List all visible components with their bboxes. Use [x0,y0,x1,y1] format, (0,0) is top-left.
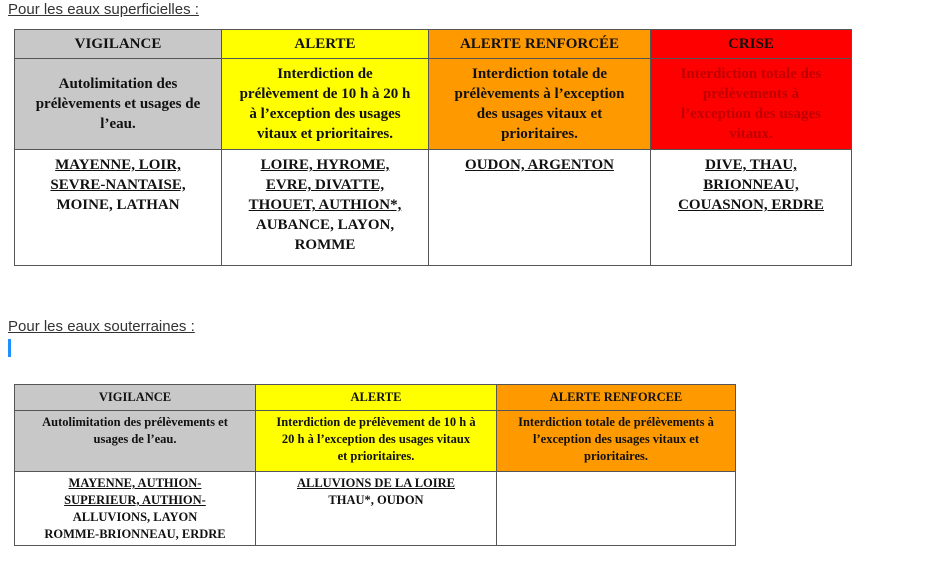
text-cursor [8,339,11,357]
ground-aquifers-row [15,472,736,546]
ground-desc-alerte: Interdiction de prélèvement de 10 h à 20 h à l’exception des usages vitaux et prioritaires. [256,411,497,472]
ground-aquifers-alerte-renforcee [497,472,736,546]
groundwater-table [14,384,736,546]
groundwater-caption: Pour les eaux souterraines : [8,318,195,335]
surface-rivers-crise: DIVE, THAU, BRIONNEAU, COUASNON, ERDRE [651,150,852,266]
surface-desc-crise: Interdiction totale des prélèvements à l’exception des usages vitaux. [651,59,852,150]
ground-desc-vigilance: Autolimitation des prélèvements et usages de l’eau. [15,411,256,472]
surface-rivers-alerte-renforcee: OUDON, ARGENTON [429,150,651,266]
ground-aquifers-alerte: ALLUVIONS DE LA LOIRE THAU*, OUDON [256,472,497,546]
surface-water-caption: Pour les eaux superficielles : [8,1,199,18]
surface-desc-alerte: Interdiction de prélèvement de 10 h à 20 h à l’exception des usages vitaux et prioritaires. [222,59,429,150]
surface-rivers-row [15,150,852,266]
surface-header-row [15,30,852,59]
ground-header-alerte: ALERTE [256,385,497,411]
surface-header-vigilance: VIGILANCE [15,30,222,59]
surface-desc-alerte-renforcee: Interdiction totale de prélèvements à l’exception des usages vitaux et prioritaires. [429,59,651,150]
surface-water-table [14,29,852,266]
surface-header-crise: CRISE [651,30,852,59]
surface-rivers-alerte: LOIRE, HYROME, EVRE, DIVATTE, THOUET, AUTHION*, AUBANCE, LAYON, ROMME [222,150,429,266]
ground-header-row [15,385,736,411]
ground-header-vigilance: VIGILANCE [15,385,256,411]
surface-desc-vigilance: Autolimitation des prélèvements et usages de l’eau. [15,59,222,150]
surface-description-row [15,59,852,150]
ground-desc-alerte-renforcee: Interdiction totale de prélèvements à l’exception des usages vitaux et prioritaires. [497,411,736,472]
surface-rivers-vigilance: MAYENNE, LOIR, SEVRE-NANTAISE, MOINE, LATHAN [15,150,222,266]
ground-aquifers-vigilance: MAYENNE, AUTHION- SUPERIEUR, AUTHION- ALLUVIONS, LAYON ROMME-BRIONNEAU, ERDRE [15,472,256,546]
ground-description-row [15,411,736,472]
ground-header-alerte-renforcee: ALERTE RENFORCEE [497,385,736,411]
surface-header-alerte: ALERTE [222,30,429,59]
surface-header-alerte-renforcee: ALERTE RENFORCÉE [429,30,651,59]
